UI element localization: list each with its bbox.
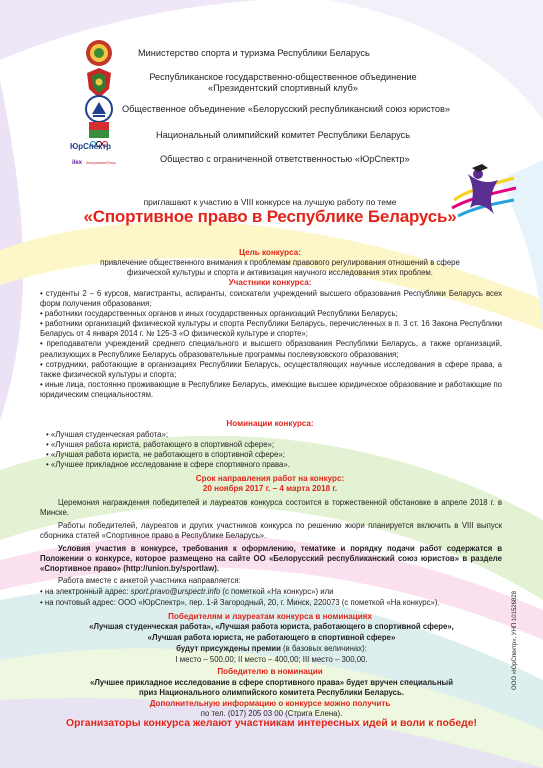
nominations-heading: Номинации конкурса: [226, 419, 314, 428]
awards-heading: Победителям и лауреатам конкурса в номинациях [168, 612, 372, 621]
participant-item: • сотрудники, работающие в организациях Республики Беларусь, осуществляющих научные исследования в сфере права, а также физической культуры и спорта; [40, 359, 502, 379]
organizer-name: Общество с ограниченной ответственностью «ЮрСпектр» [160, 153, 410, 164]
organizer-row-5 [70, 142, 410, 176]
organizer-name: Министерство спорта и туризма Республики Беларусь [138, 47, 370, 58]
closing-wish: Организаторы конкурса желают участникам интересных идей и воли к победе! [66, 718, 477, 729]
prizes-line: будут присуждены премии (в базовых величинах): [176, 644, 367, 653]
organizer-name: Общественное объединение «Белорусский республиканский союз юристов» [122, 103, 450, 114]
send-intro: Работа вместе с анкетой участника направляется: [58, 576, 241, 585]
yurspektr-logo: ЮрСпектр ilex КонсультантПлюс [70, 142, 116, 166]
special-text: «Лучшее прикладное исследование в сфере спортивного права» будет вручен специальный приз Национального олимпийского комитета Республики Беларусь. [89, 678, 453, 698]
nomination-item: • «Лучшая студенческая работа»; [46, 430, 168, 439]
organizer-row-1 [82, 36, 370, 70]
goal-heading: Цель конкурса: [239, 248, 301, 257]
postal-line: • на почтовый адрес: ООО «ЮрСпектр», пер. 1-й Загородный, 20, г. Минск, 220073 (с пометкой «На конкурс»). [40, 598, 440, 607]
conditions-paragraph: Условия участия в конкурсе, требования к оформлению, тематике и порядку подачи работ содержатся в Положении о конкурсе, которое размещено на сайте ОО «Белорусский республиканский союз юристов» в разделе «Спортивное право» (http://union.by/sportlaw). [40, 544, 502, 574]
deadline-heading: Срок направления работ на конкурс: [195, 474, 345, 483]
goal-text: привлечение общественного внимания к проблемам правового регулирования отношений в сфере физической культуры и спорта и активизация научного исследования этих проблем. [100, 258, 460, 278]
special-heading: Победителю в номинации [217, 667, 323, 676]
ministry-emblem-icon [82, 36, 116, 70]
ceremony-paragraph: Церемония награждения победителей и лауреатов конкурса состоится в торжественной обстановке в апреле 2018 г. в Минске. [40, 498, 502, 518]
contact-text: по тел. (017) 205 03 00 (Стрига Елена). [200, 709, 343, 718]
invite-text: приглашают к участию в VIII конкурсе на лучшую работу по теме [143, 197, 397, 207]
nomination-item: • «Лучшая работа юриста, работающего в спортивной сфере»; [46, 440, 275, 450]
side-registration-code: ООО «ЮрСпектр», УНП 101526828 [512, 591, 518, 690]
publication-paragraph: Работы победителей, лауреатов и других участников конкурса по решению жюри планируется включить в VIII выпуск сборника статей «Спортивное право в Республике Беларусь». [40, 521, 502, 541]
organizer-name: Национальный олимпийский комитет Республики Беларусь [156, 129, 411, 140]
prizes-list: I место – 500,00; II место – 400,00; III место – 300,00. [175, 655, 368, 664]
participant-item: • работники государственных органов и иных государственных организаций Республики Беларусь; [40, 309, 398, 319]
participant-item: • студенты 2 – 6 курсов, магистранты, аспиранты, соискатели учреждений высшего образования Республики Беларусь всех форм получения образования; [40, 289, 502, 309]
organizer-name: Республиканское государственно-общественное объединение «Президентский спортивный клуб» [149, 72, 417, 93]
contest-title: «Спортивное право в Республике Беларусь» [83, 207, 457, 226]
email-line: • на электронный адрес: sport.pravo@urspectr.info (с пометкой «На конкурс») или [40, 587, 334, 596]
participant-item: • работники организаций физической культуры и спорта Республики Беларусь, перечисленных в п. 3 ст. 16 Закона Республики Беларусь от 4 января 2014 г. № 125-З «О физической культуре и спорте»; [40, 319, 502, 339]
participant-item: • иные лица, постоянно проживающие в Республике Беларусь, имеющие высшее юридическое образование и работающие по юридическим специальностям. [40, 379, 502, 399]
nomination-item: • «Лучшее прикладное исследование в сфере спортивного права». [46, 460, 290, 470]
deadline-dates: 20 ноября 2017 г. – 4 марта 2018 г. [202, 484, 338, 493]
nomination-item: • «Лучшая работа юриста, не работающего в спортивной сфере»; [46, 450, 285, 460]
participant-item: • преподаватели учреждений среднего специального и высшего образования Республики Беларусь, а также организаций, реализующих в Республике Беларусь образовательные программы послевузовского образования; [40, 339, 502, 359]
nominations-list [46, 430, 466, 470]
email-link[interactable]: sport.pravo@urspectr.info [130, 587, 221, 596]
awards-nominations-2: «Лучшая работа юриста, не работающего в спортивной сфере» [147, 633, 396, 642]
awards-nominations-1: «Лучшая студенческая работа», «Лучшая работа юриста, работающего в спортивной сфере», [89, 622, 454, 631]
participants-heading: Участники конкурса: [228, 278, 312, 287]
contact-heading: Дополнительную информацию о конкурсе можно получить [149, 699, 391, 708]
participants-list [40, 289, 502, 400]
